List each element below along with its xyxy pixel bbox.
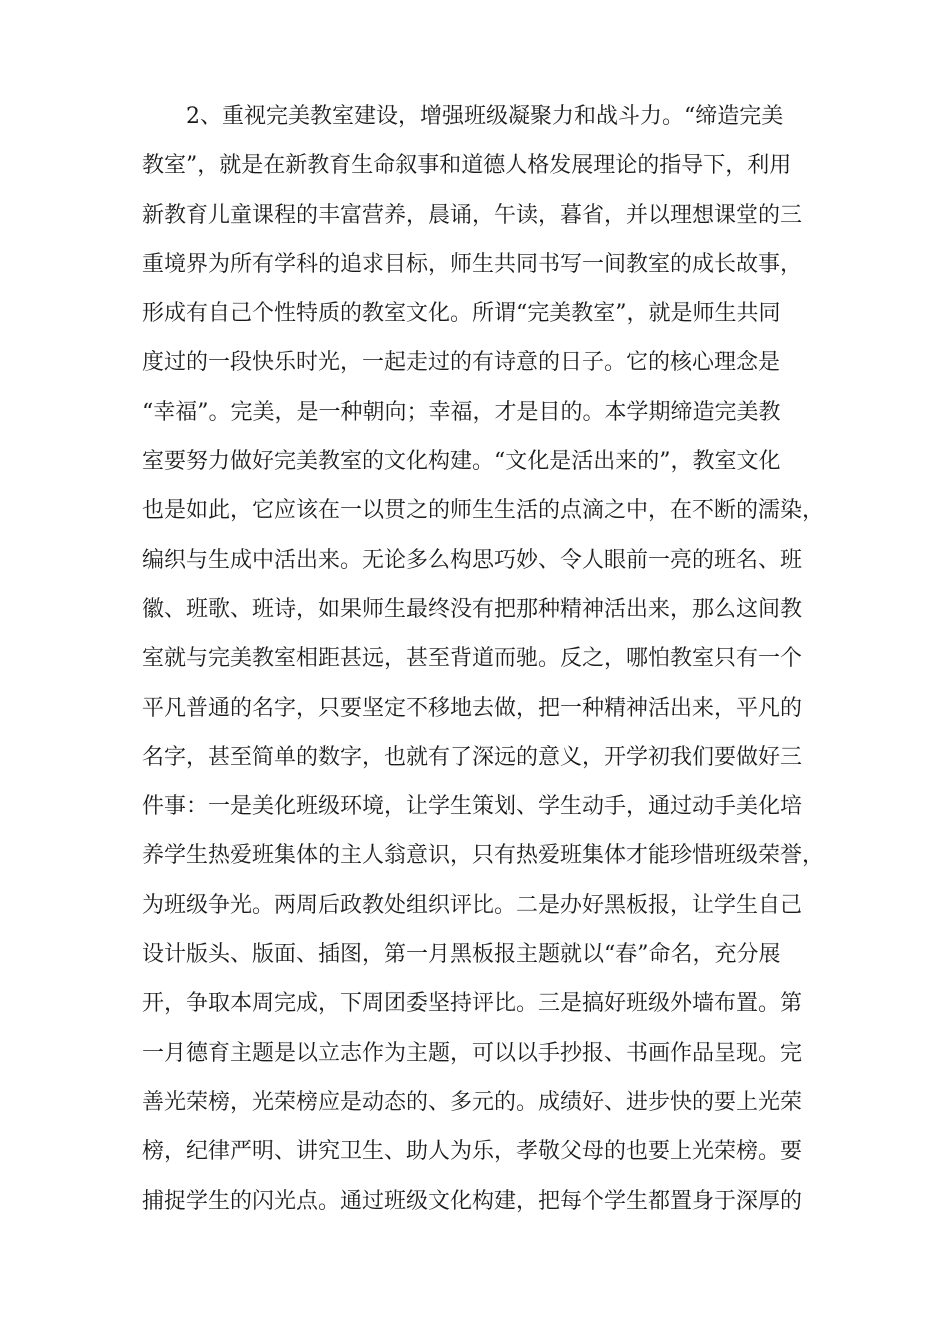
paragraph-line: 重境界为所有学科的追求目标，师生共同书写一间教室的成长故事， <box>142 251 803 277</box>
paragraph-line: 形成有自己个性特质的教室文化。所谓“完美教室”，就是师生共同 <box>142 301 781 327</box>
paragraph-line: 室要努力做好完美教室的文化构建。“文化是活出来的”，教室文化 <box>142 449 781 475</box>
paragraph-line: 教室”，就是在新教育生命叙事和道德人格发展理论的指导下，利用 <box>142 153 792 179</box>
paragraph-line: 一月德育主题是以立志作为主题，可以以手抄报、书画作品呈现。完 <box>142 1040 803 1066</box>
paragraph-line: 也是如此，它应该在一以贯之的师生生活的点滴之中，在不断的濡染， <box>142 498 825 524</box>
paragraph-line: 度过的一段快乐时光，一起走过的有诗意的日子。它的核心理念是 <box>142 350 781 376</box>
paragraph-line: 捕捉学生的闪光点。通过班级文化构建，把每个学生都置身于深厚的 <box>142 1188 803 1214</box>
paragraph-line: 开，争取本周完成，下周团委坚持评比。三是搞好班级外墙布置。第 <box>142 991 803 1017</box>
paragraph <box>142 92 825 1226</box>
paragraph-line: 为班级争光。两周后政教处组织评比。二是办好黑板报，让学生自己 <box>142 892 803 918</box>
paragraph-line: 平凡普通的名字，只要坚定不移地去做，把一种精神活出来，平凡的 <box>142 695 803 721</box>
paragraph-line: 新教育儿童课程的丰富营养，晨诵，午读，暮省，并以理想课堂的三 <box>142 202 803 228</box>
paragraph-line: 件事：一是美化班级环境，让学生策划、学生动手，通过动手美化培 <box>142 794 803 820</box>
paragraph-line: 设计版头、版面、插图，第一月黑板报主题就以“春”命名，充分展 <box>142 942 781 968</box>
paragraph-line: 养学生热爱班集体的主人翁意识，只有热爱班集体才能珍惜班级荣誉， <box>142 843 825 869</box>
paragraph-line: “幸福”。完美，是一种朝向；幸福，才是目的。本学期缔造完美教 <box>142 399 781 425</box>
paragraph-line: 编织与生成中活出来。无论多么构思巧妙、令人眼前一亮的班名、班 <box>142 547 803 573</box>
paragraph-line: 榜，纪律严明、讲究卫生、助人为乐，孝敬父母的也要上光荣榜。要 <box>142 1139 803 1165</box>
paragraph-line: 善光荣榜，光荣榜应是动态的、多元的。成绩好、进步快的要上光荣 <box>142 1089 803 1115</box>
paragraph-line: 2、重视完美教室建设，增强班级凝聚力和战斗力。“缔造完美 <box>186 104 784 129</box>
paragraph-line: 名字，甚至简单的数字，也就有了深远的意义，开学初我们要做好三 <box>142 744 803 770</box>
paragraph-line: 徽、班歌、班诗，如果师生最终没有把那种精神活出来，那么这间教 <box>142 596 803 622</box>
paragraph-line: 室就与完美教室相距甚远，甚至背道而驰。反之，哪怕教室只有一个 <box>142 646 803 672</box>
